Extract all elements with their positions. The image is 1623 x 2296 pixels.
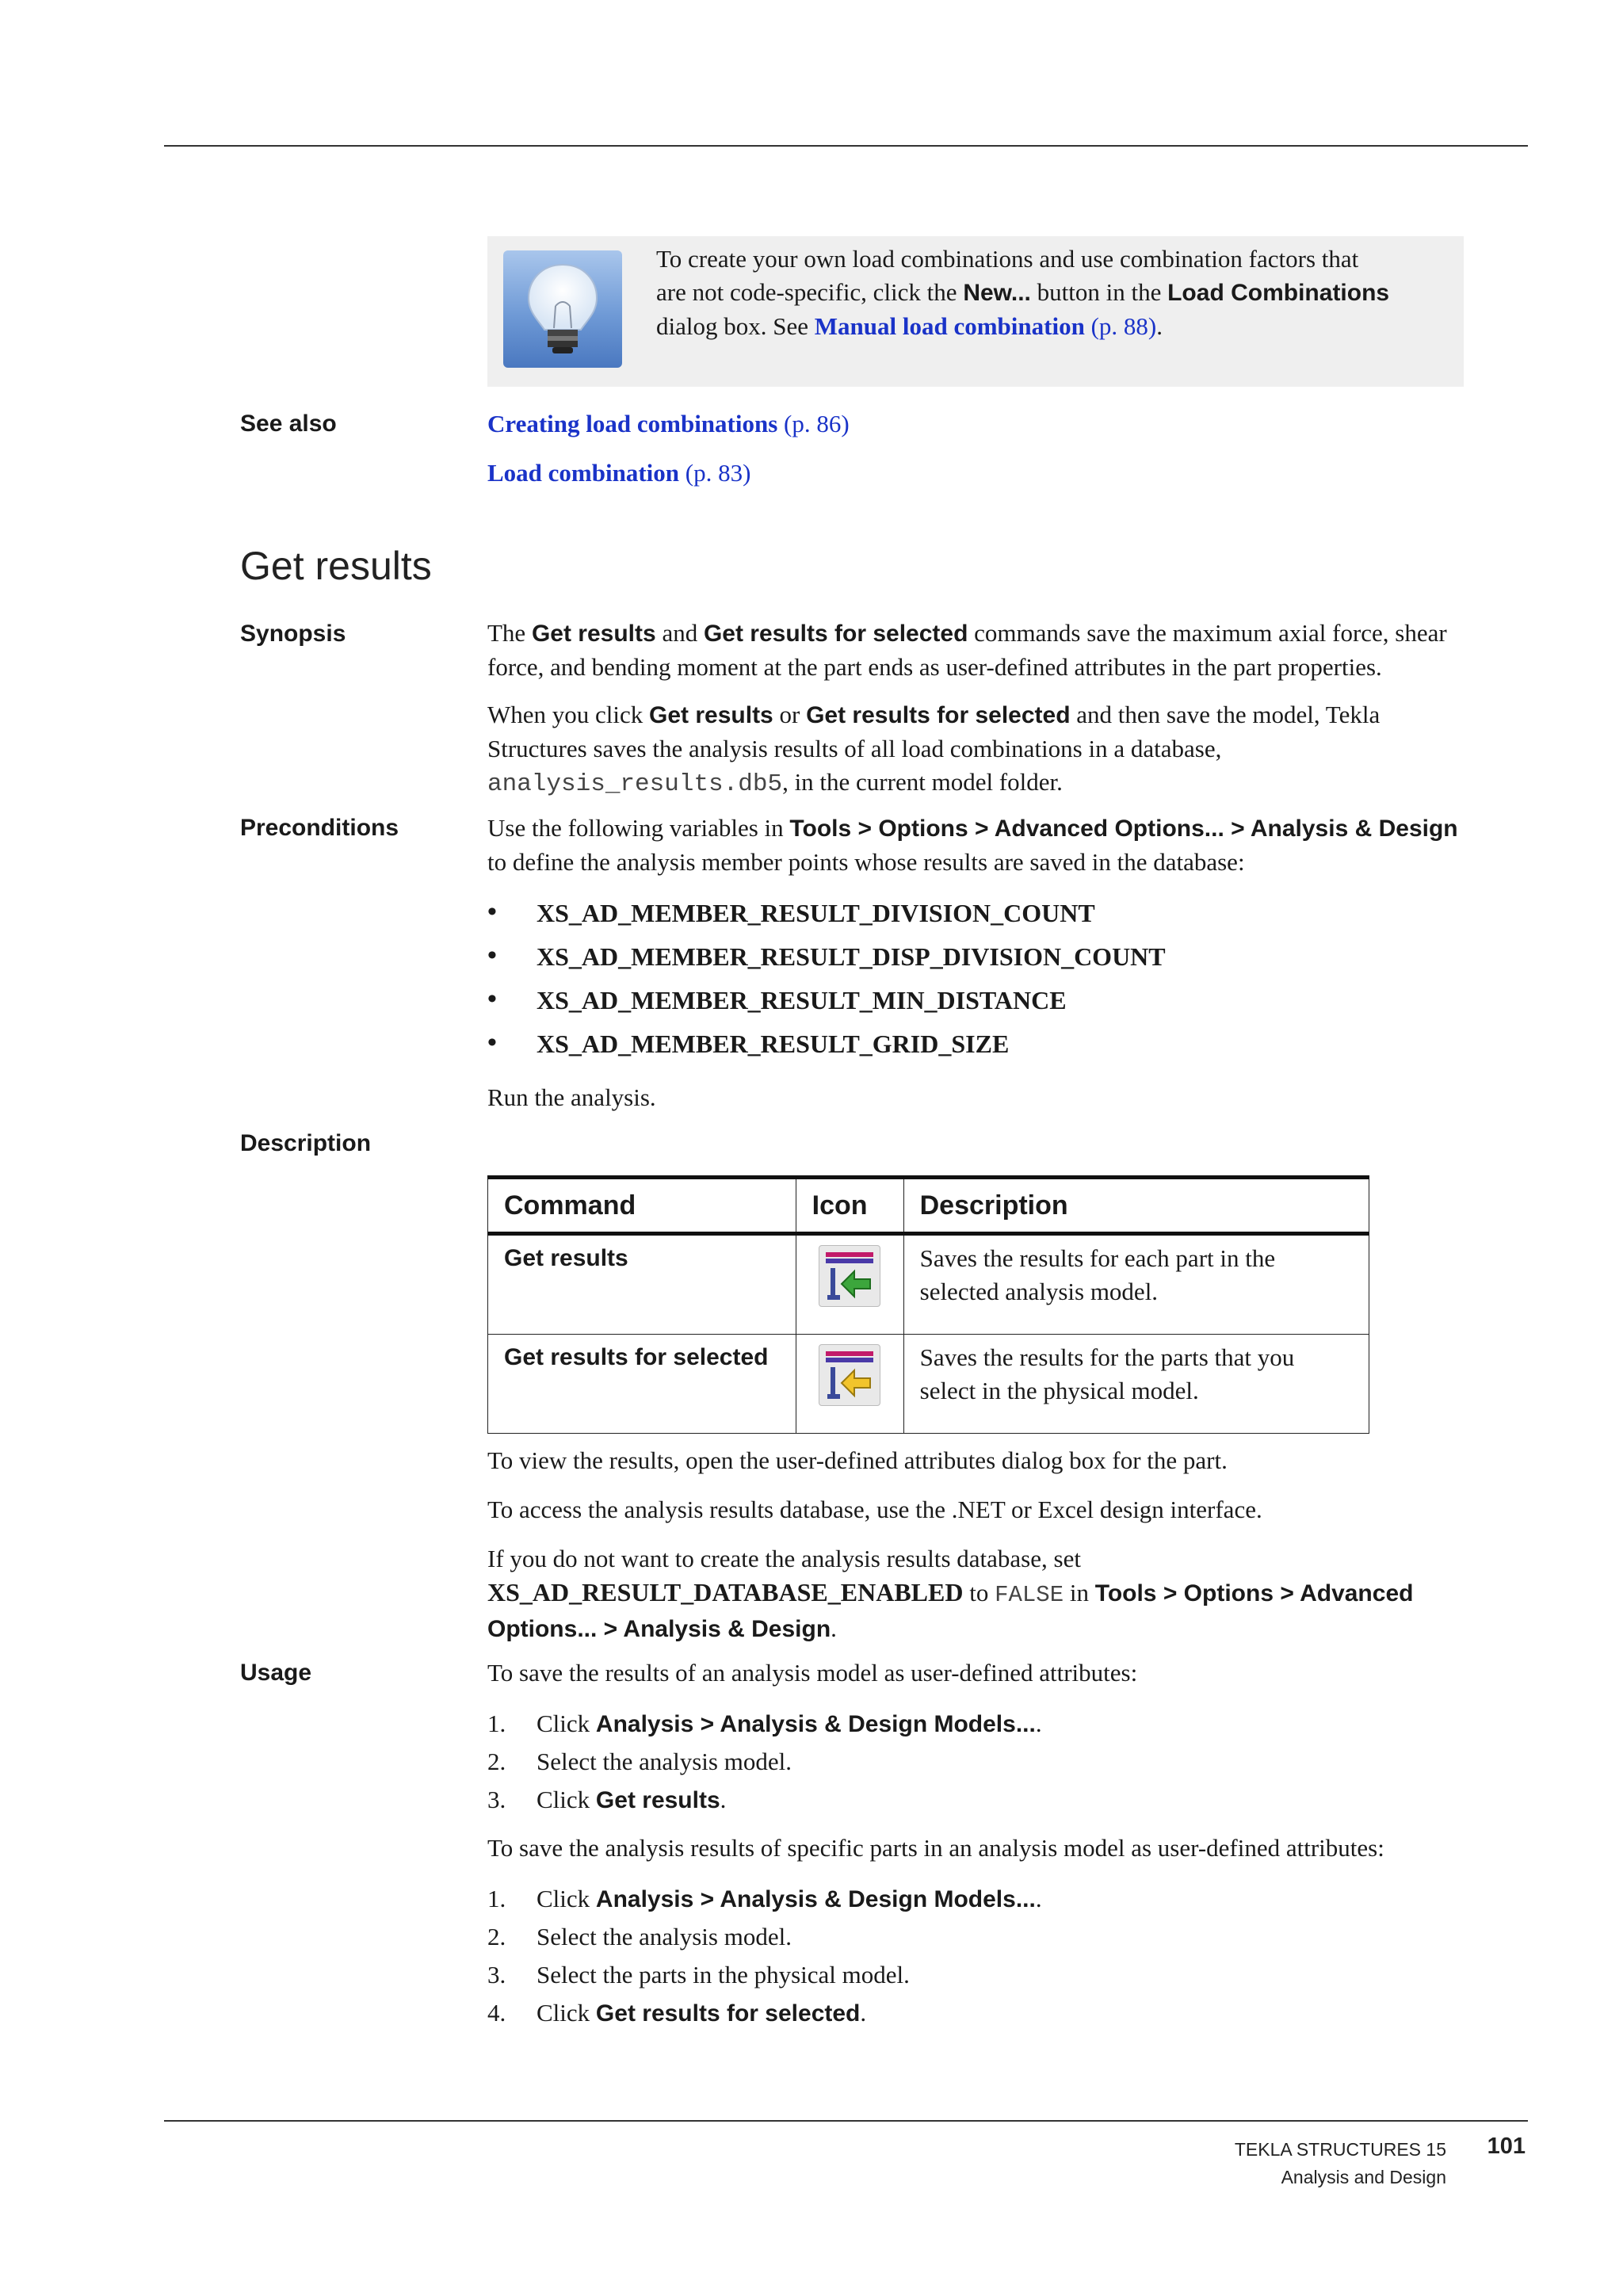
- header-rule: [164, 145, 1528, 147]
- step-menu-path: Analysis > Analysis & Design Models...: [595, 1886, 1036, 1912]
- list-item: [487, 1705, 1042, 1743]
- list-item: [487, 1781, 1042, 1819]
- pre-intro-line2: to define the analysis member points whose results are saved in the database:: [487, 848, 1245, 876]
- usage-label: Usage: [240, 1660, 312, 1686]
- step-text: Click: [537, 1786, 596, 1813]
- disable-end: .: [831, 1614, 837, 1642]
- synopsis-label: Synopsis: [240, 621, 346, 647]
- command-description: [903, 1335, 1369, 1434]
- step-command: Get results for selected: [595, 2000, 861, 2027]
- lightbulb-icon: [503, 250, 622, 368]
- creating-load-combinations-link[interactable]: Creating load combinations: [487, 410, 778, 437]
- list-item: [487, 1918, 1042, 1956]
- list-item: • XS_AD_MEMBER_RESULT_DISP_DIVISION_COUNT: [487, 935, 1166, 979]
- usage-steps-2: [487, 1880, 1042, 2032]
- see-also-page-1: (p. 86): [777, 410, 850, 437]
- desc-line-1: Saves the results for the parts that you: [919, 1343, 1295, 1371]
- new-button-ref: New...: [963, 280, 1031, 306]
- run-analysis-text: Run the analysis.: [487, 1083, 656, 1111]
- advanced-options-path: Tools > Options > Advanced Options... > Analysis & Design: [789, 816, 1458, 842]
- syn-p2-line3: , in the current model folder.: [782, 768, 1063, 796]
- disable-line-1: If you do not want to create the analysis results database, set: [487, 1545, 1081, 1572]
- step-text: Click: [537, 1999, 596, 2027]
- disable-database-paragraph: [487, 1542, 1533, 1646]
- step-number: 2.: [487, 1748, 506, 1775]
- synopsis-paragraph-1: [487, 617, 1533, 684]
- preconditions-label: Preconditions: [240, 815, 399, 841]
- usage-intro-2: To save the analysis results of specific parts in an analysis model as user-defined attributes:: [487, 1834, 1384, 1862]
- disable-in: in: [1064, 1579, 1095, 1606]
- step-command: Get results: [595, 1787, 720, 1813]
- footer-rule: [164, 2120, 1528, 2122]
- syn-p1-b1: Get results: [531, 621, 656, 647]
- step-number: 3.: [487, 1786, 506, 1813]
- step-text: Click: [537, 1710, 596, 1737]
- step-number: 1.: [487, 1885, 506, 1912]
- step-number: 3.: [487, 1961, 506, 1988]
- step-text: Click: [537, 1885, 596, 1912]
- step-end: .: [720, 1786, 727, 1813]
- step-number: 1.: [487, 1710, 506, 1737]
- syn-p2-d: and then save the model, Tekla: [1070, 701, 1381, 728]
- preconditions-intro: [487, 812, 1533, 879]
- tip-link-page: (p. 88): [1084, 312, 1157, 340]
- section-title: Get results: [240, 544, 432, 588]
- list-item: [487, 1956, 1042, 1994]
- tip-line-1: To create your own load combinations and use combination factors that: [656, 245, 1359, 273]
- tip-line-2a: are not code-specific, click the: [656, 278, 964, 306]
- access-database-text: To access the analysis results database, use the .NET or Excel design interface.: [487, 1496, 1262, 1523]
- footer-subtitle: Analysis and Design: [1281, 2167, 1446, 2187]
- header-icon: Icon: [796, 1178, 903, 1234]
- step-number: 2.: [487, 1923, 506, 1950]
- step-text: Select the analysis model.: [537, 1748, 792, 1775]
- get-results-icon: [819, 1245, 880, 1307]
- list-item: [487, 1880, 1042, 1918]
- tip-line-3b: .: [1156, 312, 1163, 340]
- syn-p2-b2: Get results for selected: [806, 702, 1071, 728]
- database-enabled-variable: XS_AD_RESULT_DATABASE_ENABLED: [487, 1578, 964, 1606]
- list-item: [487, 1743, 1042, 1781]
- step-end: .: [1035, 1885, 1042, 1912]
- desc-line-1: Saves the results for each part in the: [919, 1244, 1276, 1272]
- usage-steps-1: [487, 1705, 1042, 1819]
- syn-p2-line2: Structures saves the analysis results of all load combinations in a database,: [487, 735, 1222, 762]
- syn-p2-b1: Get results: [649, 702, 773, 728]
- see-also-label: See also: [240, 411, 337, 437]
- step-number: 4.: [487, 1999, 506, 2027]
- table-header-row: [488, 1178, 1369, 1234]
- see-also-link-1-row: [487, 407, 850, 441]
- description-label: Description: [240, 1130, 372, 1156]
- step-end: .: [1035, 1710, 1042, 1737]
- command-name: Get results: [488, 1234, 796, 1335]
- syn-p1-a: The: [487, 619, 532, 647]
- list-item: • XS_AD_MEMBER_RESULT_MIN_DISTANCE: [487, 979, 1166, 1022]
- table-row: [488, 1234, 1369, 1335]
- step-text: Select the parts in the physical model.: [537, 1961, 910, 1988]
- header-description: Description: [903, 1178, 1369, 1234]
- tip-line-2b: button in the: [1030, 278, 1168, 306]
- list-item: • XS_AD_MEMBER_RESULT_DIVISION_COUNT: [487, 892, 1166, 935]
- pre-intro-a: Use the following variables in: [487, 814, 790, 842]
- tip-box: [487, 236, 1464, 387]
- syn-p2-a: When you click: [487, 701, 650, 728]
- command-description: [903, 1234, 1369, 1335]
- tip-text: [656, 243, 1453, 343]
- step-text: Select the analysis model.: [537, 1923, 792, 1950]
- command-name: Get results for selected: [488, 1335, 796, 1434]
- commands-table: [487, 1175, 1369, 1434]
- header-command: Command: [488, 1178, 796, 1234]
- list-item: [487, 1994, 1042, 2032]
- disable-to: to: [963, 1579, 995, 1606]
- syn-p1-c: and: [655, 619, 704, 647]
- false-value: FALSE: [995, 1582, 1064, 1608]
- desc-line-2: selected analysis model.: [919, 1278, 1159, 1305]
- syn-p2-c: or: [773, 701, 807, 728]
- list-item: • XS_AD_MEMBER_RESULT_GRID_SIZE: [487, 1022, 1166, 1066]
- load-combination-link[interactable]: Load combination: [487, 459, 680, 487]
- step-menu-path: Analysis > Analysis & Design Models...: [595, 1711, 1036, 1737]
- manual-load-combination-link[interactable]: Manual load combination: [814, 312, 1085, 340]
- get-results-for-selected-icon: [819, 1344, 880, 1406]
- syn-p1-b2: Get results for selected: [703, 621, 968, 647]
- table-row: [488, 1335, 1369, 1434]
- tip-line-3a: dialog box. See: [656, 312, 815, 340]
- syn-p1-line2: force, and bending moment at the part ends as user-defined attributes in the part properties.: [487, 653, 1382, 681]
- desc-line-2: select in the physical model.: [919, 1377, 1199, 1404]
- see-also-page-2: (p. 83): [679, 459, 751, 487]
- dialog-name: Load Combinations: [1167, 280, 1390, 306]
- see-also-link-2-row: [487, 457, 750, 490]
- footer-product: TEKLA STRUCTURES 15: [1234, 2139, 1446, 2160]
- usage-intro-1: To save the results of an analysis model as user-defined attributes:: [487, 1659, 1138, 1687]
- view-results-text: To view the results, open the user-defined attributes dialog box for the part.: [487, 1446, 1228, 1474]
- variable-list: [487, 892, 1166, 1066]
- options-path-part-1: Tools > Options > Advanced: [1094, 1580, 1414, 1606]
- syn-p1-d: commands save the maximum axial force, shear: [968, 619, 1447, 647]
- synopsis-paragraph-2: [487, 698, 1533, 801]
- results-file-name: analysis_results.db5: [487, 770, 783, 798]
- options-path-part-2: Options... > Analysis & Design: [487, 1616, 831, 1642]
- step-end: .: [860, 1999, 867, 2027]
- page-number: 101: [1487, 2134, 1526, 2159]
